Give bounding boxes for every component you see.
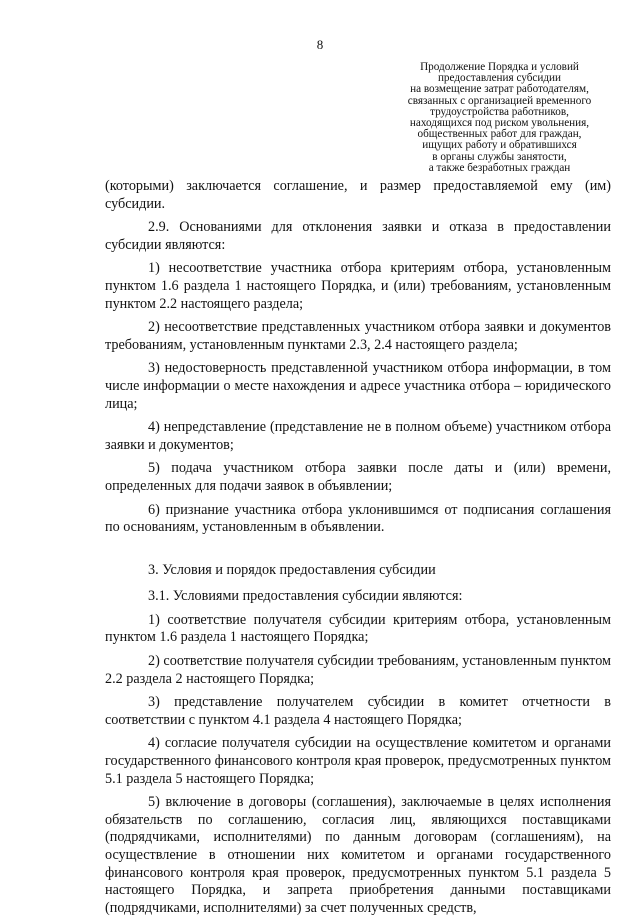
header-note-line: общественных работ для граждан, [417, 128, 582, 141]
list-item: 3) представление получателем субсидии в комитет отчетности в соответствии с пунктом 4.1 раздела 4 настоящего Порядка; [105, 694, 611, 728]
header-note-line: находящихся под риском увольнения, [409, 117, 590, 130]
header-note-line: на возмещение затрат работодателям, [410, 83, 589, 96]
page-number: 8 [316, 37, 324, 52]
paragraph-2-9: 2.9. Основаниями для отклонения заявки и отказа в предоставлении субсидии являются: [105, 219, 611, 253]
header-note-line: связанных с организацией временного [407, 94, 592, 107]
header-note-line: Продолжение Порядка и условий [420, 61, 579, 73]
header-note-line: а также безработных граждан [428, 161, 571, 174]
list-item: 3) недостоверность представленной участником отбора информации, в том числе информации о месте нахождения и адресе участника отбора – юридического лица; [105, 360, 611, 412]
list-item: 4) непредставление (представление не в полном объеме) участником отбора заявки и документов; [105, 419, 611, 453]
list-item: 6) признание участника отбора уклонившимся от подписания соглашения по основаниям, установленным в объявлении. [105, 501, 611, 536]
list-item: 4) согласие получателя субсидии на осуществление комитетом и органами государственного финансового контроля края проверок, предусмотренных пунктом 5.1 раздела 5 настоящего Порядка; [105, 735, 611, 787]
section-heading: 3. Условия и порядок предоставления субсидии [148, 561, 436, 578]
list-item: 2) несоответствие представленных участником отбора заявки и документов требованиям, установленным пунктами 2.3, 2.4 настоящего раздела; [105, 319, 611, 353]
list-item: 1) соответствие получателя субсидии критериям отбора, установленным пунктом 1.6 раздела 1 настоящего Порядка; [105, 611, 611, 646]
header-note-line: предоставления субсидии [437, 72, 562, 85]
header-note [392, 62, 607, 174]
header-note-line: в органы службы занятости, [432, 150, 567, 163]
list-item: 2) соответствие получателя субсидии требованиям, установленным пунктом 2.2 раздела 2 настоящего Порядка; [105, 653, 611, 687]
list-item: 5) подача участником отбора заявки после даты и (или) времени, определенных для подачи заявок в объявлении; [105, 460, 611, 494]
paragraph-3-1: 3.1. Условиями предоставления субсидии являются: [148, 588, 463, 605]
header-note-line: ищущих работу и обратившихся [422, 139, 577, 152]
list-item: 1) несоответствие участника отбора критериям отбора, установленным пунктом 1.6 раздела 1 настоящего Порядка, и (или) требованиям, установленным пунктом 2.2 настоящего раздела; [105, 260, 611, 312]
document-body [105, 178, 611, 917]
list-item: 5) включение в договоры (соглашения), заключаемые в целях исполнения обязательств по соглашению, согласия лиц, являющихся поставщиками (подрядчиками, исполнителями) по данным договорам (соглашениям), на осуществление в отношении них комитетом и органами государственного финансового контроля края проверок, предусмотренных пунктом 5.1 раздела 5 настоящего Порядка, и запрета приобретения данными поставщиками (подрядчиками, исполнителями) за счет полученных средств, [105, 794, 611, 916]
header-note-line: трудоустройства работников, [430, 105, 569, 118]
paragraph-continuation: (которыми) заключается соглашение, и размер предоставляемой ему (им) субсидии. [105, 178, 611, 212]
